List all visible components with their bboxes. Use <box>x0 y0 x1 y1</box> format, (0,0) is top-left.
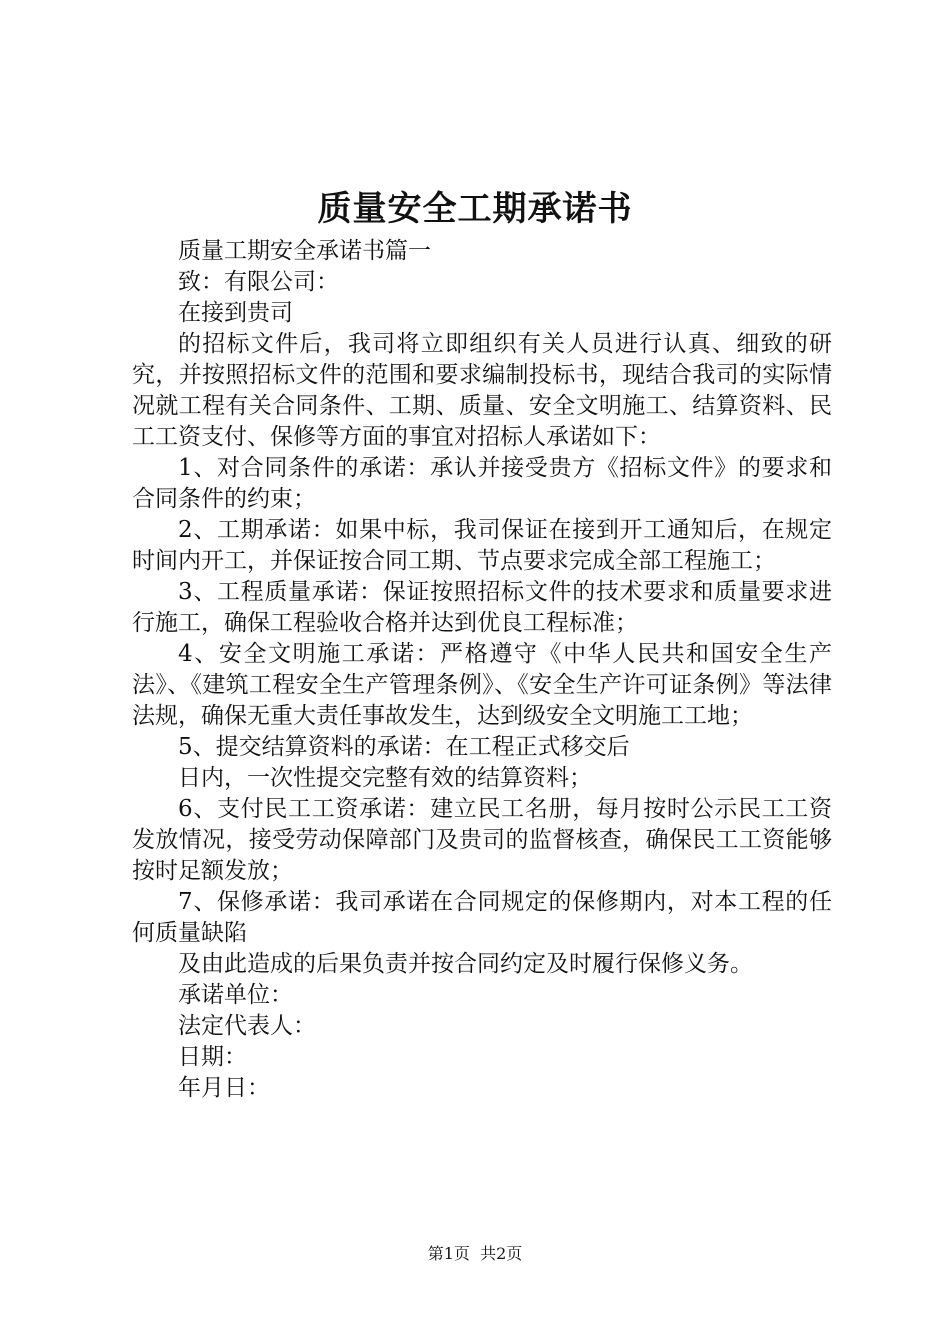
signature-unit-label: 承诺单位： <box>178 982 293 1008</box>
commitment-item-5: 5、提交结算资料的承诺：在工程正式移交后 <box>178 734 630 760</box>
page-indicator: 第1页 共2页 <box>427 1244 523 1263</box>
paragraph-intro-start: 在接到贵司 <box>178 300 293 326</box>
document-body <box>132 236 832 1104</box>
commitment-item-7-cont: 及由此造成的后果负责并按合同约定及时履行保修义务。 <box>178 951 753 977</box>
commitment-item-3: 3、工程质量承诺：保证按照招标文件的技术要求和质量要求进行施工，确保工程验收合格并达到优良工程标准； <box>132 579 832 636</box>
legal-representative-label: 法定代表人： <box>178 1013 316 1039</box>
document-title: 质量安全工期承诺书 <box>317 189 633 229</box>
year-month-day-label: 年月日： <box>178 1075 270 1101</box>
commitment-item-1: 1、对合同条件的承诺：承认并接受贵方《招标文件》的要求和合同条件的约束； <box>132 455 832 512</box>
paragraph-intro: 的招标文件后，我司将立即组织有关人员进行认真、细致的研究，并按照招标文件的范围和要求编制投标书，现结合我司的实际情况就工程有关合同条件、工期、质量、安全文明施工、结算资料、民工工资支付、保修等方面的事宜对招标人承诺如下： <box>132 331 832 450</box>
commitment-item-6: 6、支付民工工资承诺：建立民工名册，每月按时公示民工工资发放情况，接受劳动保障部门及贵司的监督核查，确保民工工资能够按时足额发放； <box>132 796 832 884</box>
commitment-item-7: 7、保修承诺：我司承诺在合同规定的保修期内，对本工程的任何质量缺陷 <box>132 889 832 946</box>
commitment-item-5-cont: 日内，一次性提交完整有效的结算资料； <box>178 765 592 791</box>
commitment-item-4: 4、安全文明施工承诺：严格遵守《中华人民共和国安全生产法》、《建筑工程安全生产管理条例》、《安全生产许可证条例》等法律法规，确保无重大责任事故发生，达到级安全文明施工工地； <box>132 641 832 729</box>
addressee-line: 致：有限公司： <box>178 269 339 295</box>
commitment-item-2: 2、工期承诺：如果中标，我司保证在接到开工通知后，在规定时间内开工，并保证按合同工期、节点要求完成全部工程施工； <box>132 517 832 574</box>
section-heading: 质量工期安全承诺书篇一 <box>178 238 431 264</box>
date-label: 日期： <box>178 1044 247 1070</box>
